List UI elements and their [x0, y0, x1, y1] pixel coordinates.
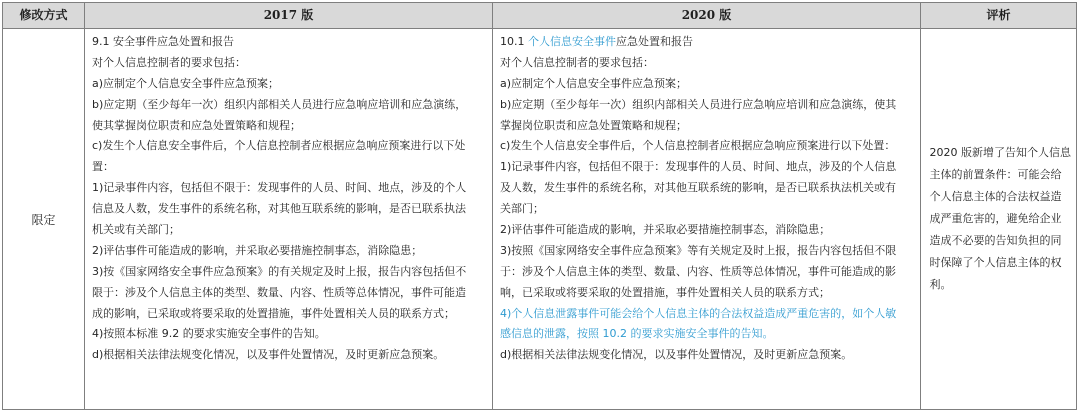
text-segment: 1)记录事件内容，包括但不限于：发现事件的人员、时间、地点，涉及的个人信息: [500, 160, 897, 174]
text-segment: 2)评估事件可能造成的影响，并采取必要措施控制事态，消除隐患；: [500, 223, 831, 237]
comment-line: 造成不必要的告知负担的同: [929, 234, 1062, 247]
text-line: [92, 283, 486, 304]
text-line: [92, 345, 486, 366]
header-2020: 2020 版: [493, 3, 921, 28]
method-cell: [3, 29, 85, 409]
text-line: [92, 262, 486, 283]
text-line: [500, 32, 914, 53]
text-segment: 信息及人数，发生事件的系统名称，对其他互联系统的影响，是否已联系执法: [92, 202, 466, 216]
comment-text: [929, 142, 1071, 296]
text-segment: 9.1 安全事件应急处置和报告: [92, 35, 234, 48]
header-2017: 2017 版: [85, 3, 493, 28]
text-line: [500, 136, 914, 157]
text-segment: a)应制定个人信息安全事件应急预案；: [500, 76, 688, 90]
text-line: [500, 304, 914, 325]
cell-2020-text: [493, 29, 921, 409]
text-line: [92, 95, 486, 116]
cell-2017-text: [85, 29, 493, 409]
text-segment: b)应定期（至少每年一次）组织内部相关人员进行应急响应培训和应急演练，使其: [500, 97, 897, 111]
text-segment: 10.1: [500, 35, 528, 48]
method-value: 限定: [31, 212, 56, 227]
comment-line: 2020 版新增了告知个人信息: [929, 146, 1071, 159]
text-line: [500, 74, 914, 95]
text-line: [500, 95, 914, 116]
text-segment: 于：涉及个人信息主体的类型、数量、内容、性质等总体情况，事件可能造成的影: [500, 264, 896, 278]
comment-line: 利。: [929, 278, 952, 291]
text-line: [500, 283, 914, 304]
comment-line: 时保障了个人信息主体的权: [929, 256, 1062, 269]
comment-line: 主体的前置条件：可能会给: [929, 168, 1062, 181]
text-line: [92, 53, 486, 74]
text-line: [500, 220, 914, 241]
text-line: [500, 241, 914, 262]
text-segment: 对个人信息控制者的要求包括：: [500, 55, 654, 69]
text-line: [92, 304, 486, 325]
text-segment: 3)按《国家网络安全事件应急预案》的有关规定及时上报，报告内容包括但不: [92, 264, 467, 278]
text-line: [500, 116, 914, 137]
text-line: [500, 199, 914, 220]
text-line: [500, 262, 914, 283]
text-segment: d)根据相关法律法规变化情况，以及事件处置情况，及时更新应急预案。: [92, 348, 445, 362]
text-segment: 及人数，发生事件的系统名称，对其他互联系统的影响，是否已联系执法机关或有: [500, 181, 896, 195]
text-segment: 关部门；: [500, 202, 544, 216]
text-segment: 掌握岗位职责和应急处置策略和规程；: [500, 118, 687, 132]
text-segment: 1)记录事件内容，包括但不限于：发现事件的人员、时间、地点，涉及的个人: [92, 181, 467, 195]
text-segment: a)应制定个人信息安全事件应急预案；: [92, 76, 280, 90]
text-segment: 使其掌握岗位职责和应急处置策略和规程；: [92, 118, 301, 132]
text-segment: c)发生个人信息安全事件后，个人信息控制者应根据应急响应预案进行以下处: [92, 139, 466, 153]
text-line: [500, 157, 914, 178]
text-segment: 对个人信息控制者的要求包括：: [92, 55, 246, 69]
text-line: [92, 32, 486, 53]
text-line: [92, 74, 486, 95]
text-line: [500, 324, 914, 345]
text-line: [92, 116, 486, 137]
text-segment: d)根据相关法律法规变化情况，以及事件处置情况，及时更新应急预案。: [500, 348, 853, 362]
header-comment: 评析: [986, 8, 1011, 22]
highlighted-text: 个人信息安全事件: [528, 35, 616, 48]
text-segment: c)发生个人信息安全事件后，个人信息控制者应根据应急响应预案进行以下处置：: [500, 139, 896, 153]
text-segment: 2)评估事件可能造成的影响，并采取必要措施控制事态，消除隐患；: [92, 243, 423, 257]
text-line: [92, 220, 486, 241]
text-line: [92, 157, 486, 178]
comment-cell: [921, 29, 1076, 409]
text-segment: 3)按照《国家网络安全事件应急预案》等有关规定及时上报，报告内容包括但不限: [500, 243, 897, 257]
text-segment: 4)按照本标准 9.2 的要求实施安全事件的告知。: [92, 327, 326, 341]
text-line: [92, 178, 486, 199]
text-segment: 响，已采取或将要采取的处置措施，事件处置相关人员的联系方式；: [500, 285, 830, 299]
text-line: [500, 53, 914, 74]
text-segment: 应急处置和报告: [616, 35, 693, 48]
text-segment: 机关或有关部门；: [92, 223, 180, 237]
header-row: [3, 3, 1076, 29]
header-method: 修改方式: [3, 3, 85, 28]
text-line: [92, 136, 486, 157]
text-segment: 限于：涉及个人信息主体的类型、数量、内容、性质等总体情况，事件可能造: [92, 285, 466, 299]
comment-line: 个人信息主体的合法权益造: [929, 190, 1062, 203]
text-segment: b)应定期（至少每年一次）组织内部相关人员进行应急响应培训和应急演练，: [92, 97, 467, 111]
text-line: [500, 345, 914, 366]
text-line: [500, 178, 914, 199]
text-line: [92, 199, 486, 220]
text-line: [92, 324, 486, 345]
highlighted-text: 感信息的泄露，按照 10.2 的要求实施安全事件的告知。: [500, 327, 774, 341]
highlighted-text: 4)个人信息泄露事件可能会给个人信息主体的合法权益造成严重危害的，如个人敏: [500, 306, 897, 320]
comment-line: 成严重危害的，避免给企业: [929, 212, 1062, 225]
text-segment: 置：: [92, 160, 114, 174]
text-line: [92, 241, 486, 262]
text-segment: 成的影响，已采取或将要采取的处置措施，事件处置相关人员的联系方式；: [92, 306, 455, 320]
comparison-table: [2, 2, 1077, 410]
